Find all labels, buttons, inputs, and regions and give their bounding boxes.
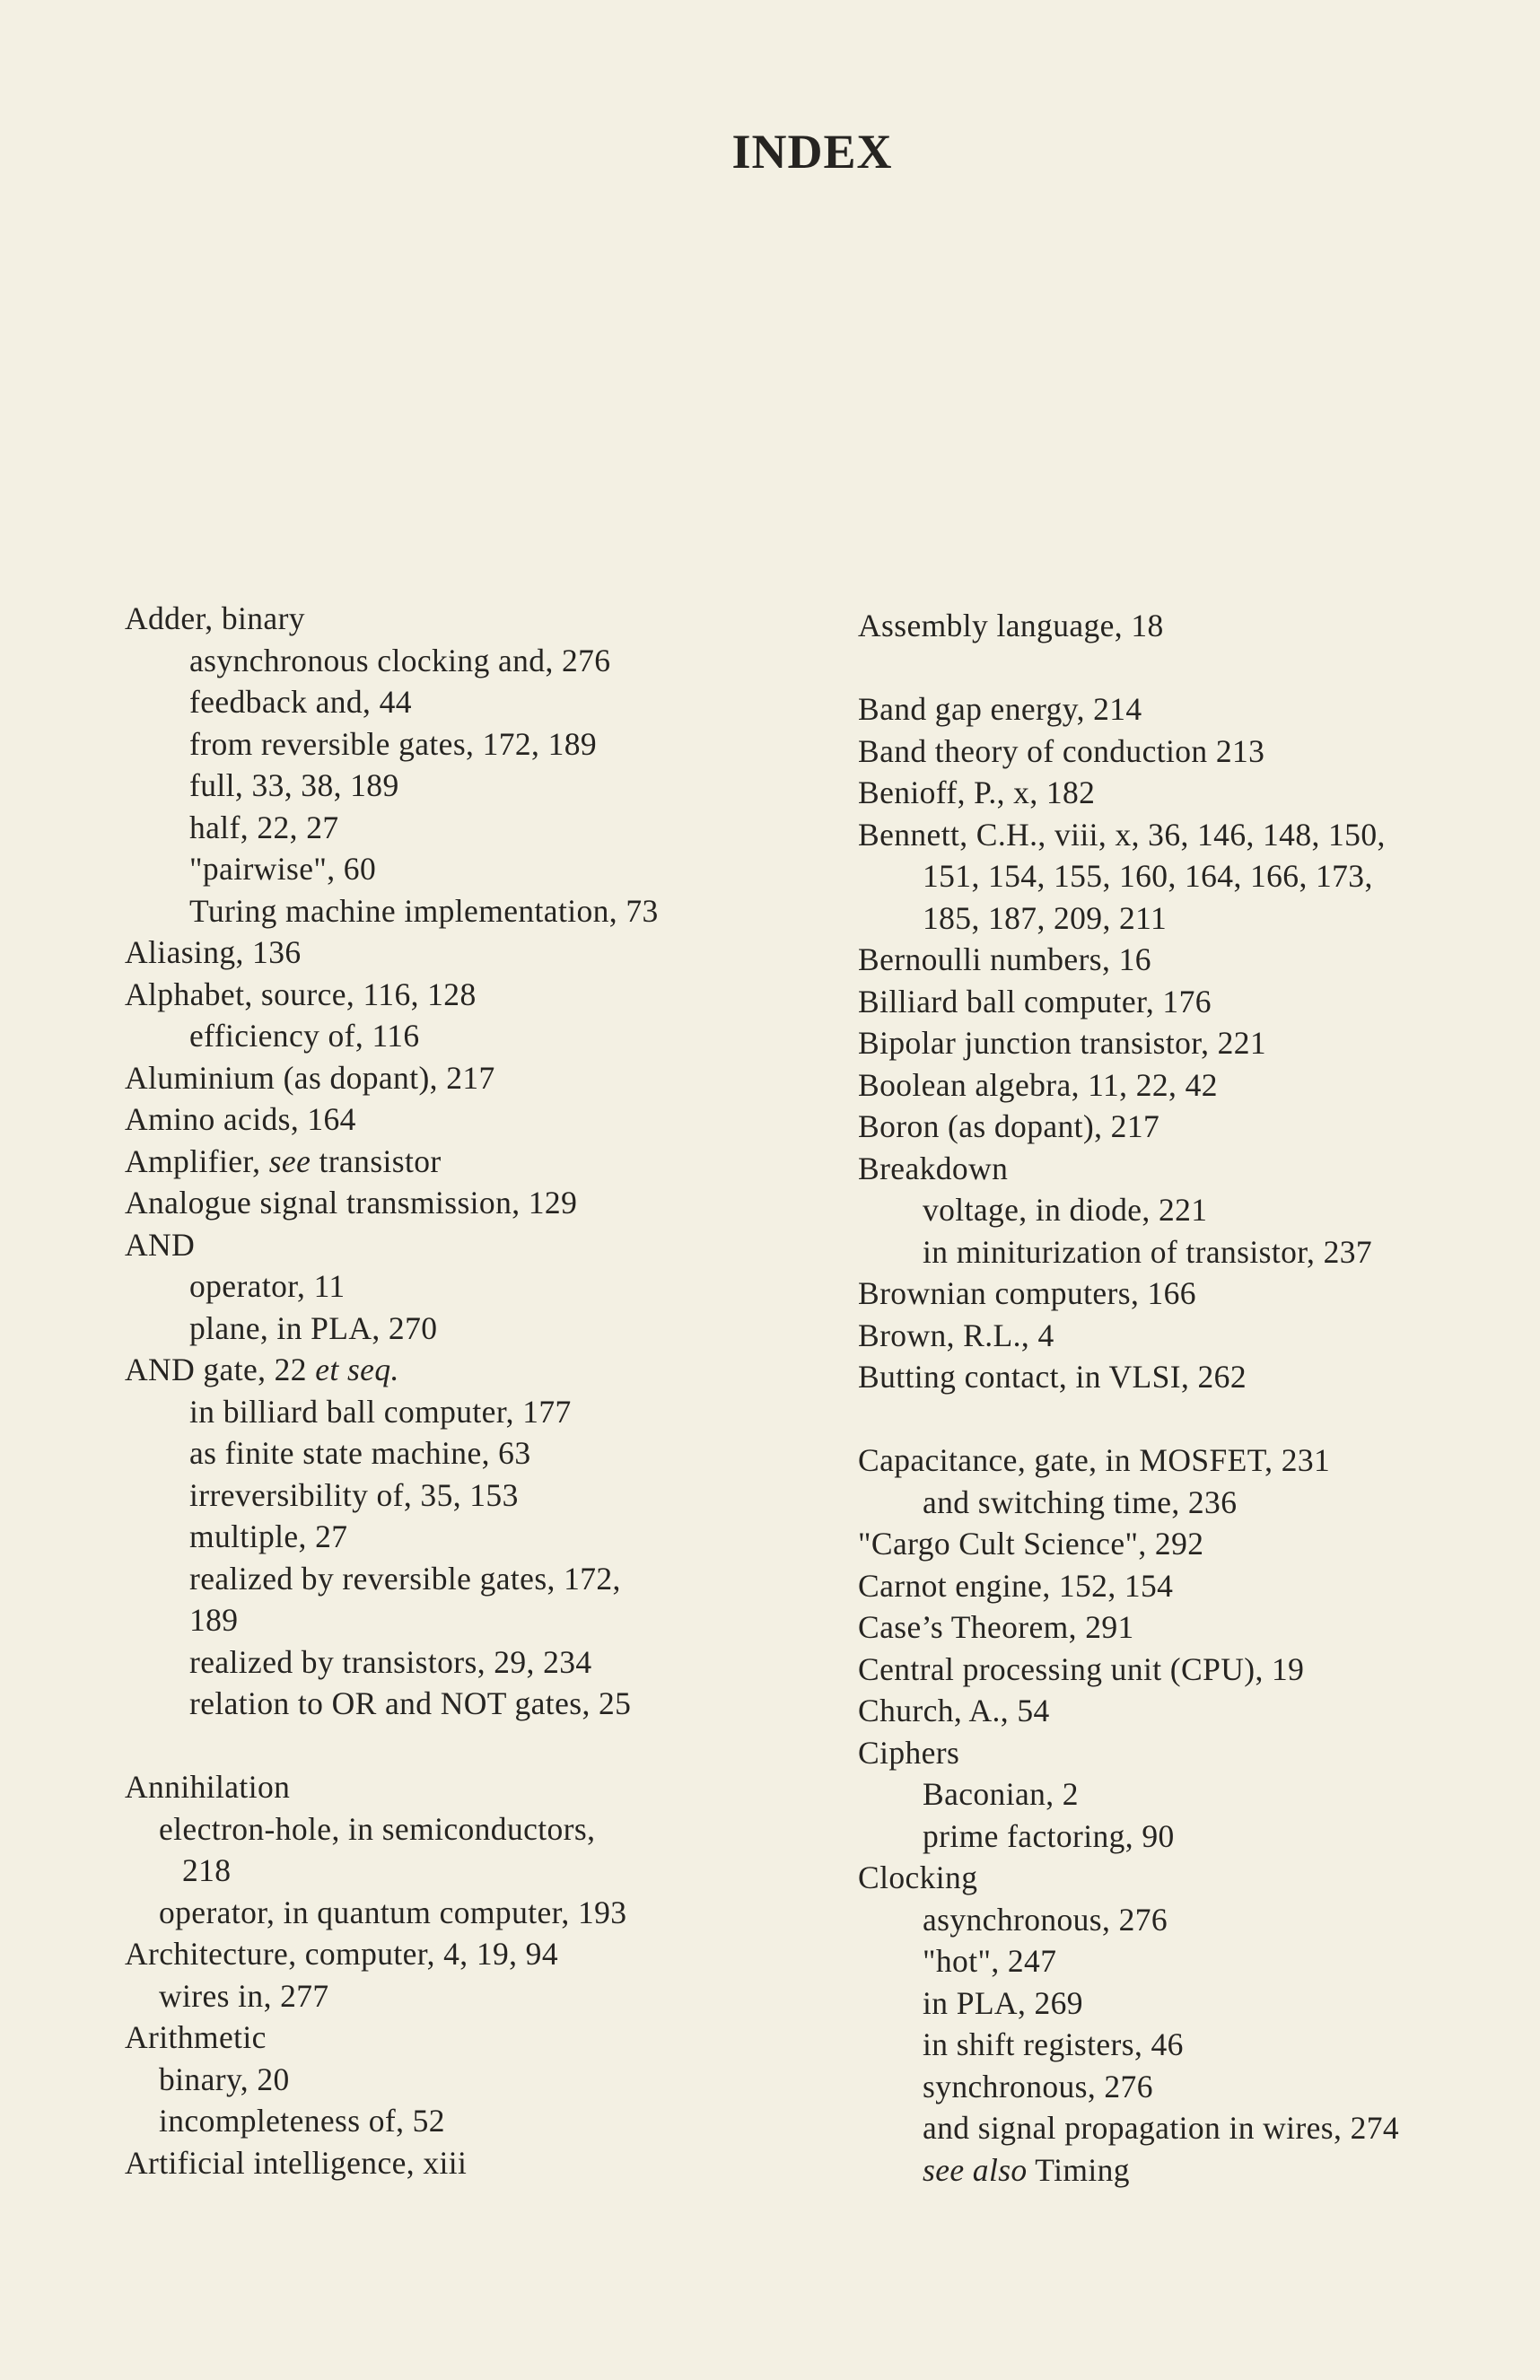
index-entry bbox=[858, 1106, 1399, 1148]
entry-text: in shift registers, 46 bbox=[923, 2026, 1184, 2062]
index-entry bbox=[858, 939, 1399, 981]
index-subentry bbox=[125, 848, 659, 890]
entry-text: asynchronous clocking and, 276 bbox=[189, 642, 611, 678]
index-entry bbox=[125, 1224, 659, 1266]
index-subentry bbox=[858, 1982, 1399, 2025]
index-subentry bbox=[125, 1265, 659, 1308]
entry-text: Breakdown bbox=[858, 1150, 1009, 1186]
entry-text: binary, 20 bbox=[159, 2061, 290, 2097]
entry-text: electron-hole, in semiconductors, bbox=[159, 1810, 596, 1847]
index-subentry bbox=[125, 1641, 659, 1684]
entry-text: Butting contact, in VLSI, 262 bbox=[858, 1359, 1247, 1395]
index-subentry bbox=[858, 1482, 1399, 1524]
index-subentry bbox=[858, 1773, 1399, 1816]
entry-text: incompleteness of, 52 bbox=[159, 2103, 445, 2139]
index-subentry bbox=[125, 1892, 659, 1934]
entry-text: "Cargo Cult Science", 292 bbox=[858, 1526, 1204, 1562]
index-entry bbox=[858, 605, 1399, 647]
entry-text: in miniturization of transistor, 237 bbox=[923, 1233, 1373, 1270]
index-subentry bbox=[858, 1189, 1399, 1231]
index-entry bbox=[858, 1273, 1399, 1315]
index-entry bbox=[858, 981, 1399, 1023]
entry-text: Amino acids, 164 bbox=[125, 1101, 356, 1137]
entry-text: Billiard ball computer, 176 bbox=[858, 983, 1212, 1019]
entry-text: "pairwise", 60 bbox=[189, 851, 377, 887]
entry-text: Baconian, 2 bbox=[923, 1776, 1079, 1812]
entry-text: Boolean algebra, 11, 22, 42 bbox=[858, 1066, 1218, 1103]
index-subentry bbox=[125, 1683, 659, 1725]
index-subentry bbox=[125, 1308, 659, 1350]
entry-text: in PLA, 269 bbox=[923, 1984, 1083, 2021]
entry-text: Assembly language, 18 bbox=[858, 608, 1164, 643]
index-subentry bbox=[125, 681, 659, 723]
index-entry bbox=[125, 974, 659, 1016]
entry-text: Band theory of conduction 213 bbox=[858, 732, 1265, 769]
index-subentry bbox=[125, 1599, 659, 1641]
italic-text: see bbox=[268, 1142, 311, 1179]
entry-text: Bennett, C.H., viii, x, 36, 146, 148, 150, bbox=[858, 816, 1386, 853]
index-entry bbox=[858, 1690, 1399, 1732]
index-subentry bbox=[125, 1474, 659, 1517]
entry-text: Bernoulli numbers, 16 bbox=[858, 941, 1151, 977]
index-entry bbox=[858, 1148, 1399, 1190]
blank-line bbox=[858, 647, 1399, 689]
entry-text: plane, in PLA, 270 bbox=[189, 1309, 438, 1346]
entry-text: Boron (as dopant), 217 bbox=[858, 1108, 1160, 1144]
entry-text: operator, 11 bbox=[189, 1268, 346, 1304]
entry-text: Analogue signal transmission, 129 bbox=[125, 1185, 578, 1221]
index-entry bbox=[125, 2142, 659, 2184]
entry-text: Capacitance, gate, in MOSFET, 231 bbox=[858, 1442, 1331, 1478]
entry-text: transistor bbox=[311, 1142, 442, 1179]
entry-text: Adder, binary bbox=[125, 600, 305, 636]
entry-text: Central processing unit (CPU), 19 bbox=[858, 1650, 1305, 1687]
entry-text: Aliasing, 136 bbox=[125, 934, 302, 970]
entry-text: half, 22, 27 bbox=[189, 809, 339, 845]
index-entry bbox=[125, 2017, 659, 2059]
index-column-right bbox=[858, 605, 1399, 2191]
index-entry bbox=[125, 1098, 659, 1141]
entry-text: Clocking bbox=[858, 1859, 978, 1895]
index-entry bbox=[125, 1141, 659, 1183]
index-subentry bbox=[858, 1231, 1399, 1273]
index-subentry bbox=[125, 1516, 659, 1558]
entry-text: realized by transistors, 29, 234 bbox=[189, 1643, 592, 1680]
italic-text: see also bbox=[923, 2151, 1028, 2188]
index-entry bbox=[858, 1732, 1399, 1774]
index-entry bbox=[858, 1315, 1399, 1357]
entry-text: Timing bbox=[1027, 2151, 1130, 2188]
entry-text: Carnot engine, 152, 154 bbox=[858, 1567, 1174, 1604]
index-subentry bbox=[125, 2100, 659, 2142]
index-entry bbox=[125, 1766, 659, 1808]
index-entry bbox=[858, 1022, 1399, 1064]
entry-text: 189 bbox=[189, 1602, 239, 1638]
index-subentry bbox=[858, 2066, 1399, 2108]
entry-text: relation to OR and NOT gates, 25 bbox=[189, 1685, 632, 1721]
index-subentry bbox=[125, 1850, 659, 1892]
index-subentry bbox=[858, 1899, 1399, 1941]
entry-text: Arithmetic bbox=[125, 2019, 267, 2055]
entry-text: prime factoring, 90 bbox=[923, 1817, 1175, 1854]
index-entry bbox=[858, 1439, 1399, 1482]
entry-text: irreversibility of, 35, 153 bbox=[189, 1476, 519, 1513]
blank-line bbox=[858, 1398, 1399, 1440]
index-subentry bbox=[125, 807, 659, 849]
entry-text: Amplifier, bbox=[125, 1142, 269, 1179]
index-entry bbox=[858, 1606, 1399, 1649]
index-entry bbox=[125, 1182, 659, 1224]
entry-text: Brownian computers, 166 bbox=[858, 1275, 1196, 1311]
entry-text: wires in, 277 bbox=[159, 1977, 329, 2014]
entry-text: full, 33, 38, 189 bbox=[189, 767, 399, 803]
index-subentry bbox=[125, 2059, 659, 2101]
index-subentry bbox=[125, 1558, 659, 1600]
entry-text: Turing machine implementation, 73 bbox=[189, 892, 659, 929]
entry-text: Alphabet, source, 116, 128 bbox=[125, 976, 477, 1012]
index-subentry bbox=[858, 855, 1399, 897]
entry-text: Aluminium (as dopant), 217 bbox=[125, 1059, 495, 1096]
entry-text: Church, A., 54 bbox=[858, 1693, 1050, 1728]
index-entry bbox=[125, 1349, 659, 1391]
blank-line bbox=[125, 1725, 659, 1767]
index-entry bbox=[125, 932, 659, 974]
entry-text: AND gate, 22 bbox=[125, 1352, 316, 1387]
entry-text: Ciphers bbox=[858, 1734, 960, 1771]
index-subentry bbox=[858, 2149, 1399, 2192]
entry-text: efficiency of, 116 bbox=[189, 1018, 420, 1054]
entry-text: 218 bbox=[182, 1852, 232, 1888]
entry-text: asynchronous, 276 bbox=[923, 1901, 1168, 1938]
entry-text: and switching time, 236 bbox=[923, 1483, 1238, 1520]
index-entry bbox=[125, 1933, 659, 1975]
index-subentry bbox=[125, 1975, 659, 2017]
index-subentry bbox=[125, 890, 659, 932]
entry-text: voltage, in diode, 221 bbox=[923, 1192, 1208, 1228]
index-subentry bbox=[125, 1432, 659, 1474]
entry-text: Architecture, computer, 4, 19, 94 bbox=[125, 1936, 558, 1972]
entry-text: Brown, R.L., 4 bbox=[858, 1317, 1054, 1353]
entry-text: synchronous, 276 bbox=[923, 2068, 1153, 2104]
index-entry bbox=[858, 1565, 1399, 1607]
entry-text: "hot", 247 bbox=[923, 1943, 1057, 1979]
entry-text: 151, 154, 155, 160, 164, 166, 173, bbox=[923, 858, 1373, 894]
index-entry bbox=[858, 688, 1399, 731]
index-entry bbox=[858, 1649, 1399, 1691]
entry-text: realized by reversible gates, 172, bbox=[189, 1560, 621, 1597]
entry-text: 185, 187, 209, 211 bbox=[923, 899, 1168, 936]
entry-text: and signal propagation in wires, 274 bbox=[923, 2110, 1400, 2146]
index-entry bbox=[125, 1057, 659, 1099]
index-subentry bbox=[125, 723, 659, 766]
index-subentry bbox=[125, 765, 659, 807]
index-entry bbox=[858, 1064, 1399, 1107]
index-entry bbox=[858, 731, 1399, 773]
entry-text: from reversible gates, 172, 189 bbox=[189, 725, 598, 762]
index-subentry bbox=[858, 2024, 1399, 2066]
index-entry bbox=[858, 772, 1399, 814]
entry-text: as finite state machine, 63 bbox=[189, 1435, 531, 1471]
index-entry bbox=[858, 1523, 1399, 1565]
entry-text: operator, in quantum computer, 193 bbox=[159, 1894, 627, 1930]
entry-text: AND bbox=[125, 1226, 196, 1263]
index-subentry bbox=[858, 897, 1399, 940]
index-subentry bbox=[125, 1015, 659, 1057]
index-subentry bbox=[125, 640, 659, 682]
entry-text: Bipolar junction transistor, 221 bbox=[858, 1025, 1267, 1061]
index-entry bbox=[858, 1356, 1399, 1398]
page-title: INDEX bbox=[731, 125, 893, 179]
entry-text: feedback and, 44 bbox=[189, 684, 412, 720]
entry-text: multiple, 27 bbox=[189, 1518, 348, 1554]
index-entry bbox=[858, 814, 1399, 856]
index-column-left bbox=[125, 598, 659, 2183]
index-entry bbox=[858, 1857, 1399, 1899]
entry-text: in billiard ball computer, 177 bbox=[189, 1393, 572, 1430]
entry-text: Artificial intelligence, xiii bbox=[125, 2144, 468, 2181]
entry-text: Benioff, P., x, 182 bbox=[858, 774, 1096, 810]
entry-text: Band gap energy, 214 bbox=[858, 691, 1142, 727]
index-entry bbox=[125, 598, 659, 640]
entry-text: Annihilation bbox=[125, 1769, 291, 1805]
index-subentry bbox=[858, 1940, 1399, 1982]
italic-text: et seq. bbox=[315, 1352, 399, 1387]
index-subentry bbox=[858, 2107, 1399, 2149]
index-subentry bbox=[125, 1808, 659, 1851]
index-subentry bbox=[125, 1391, 659, 1433]
index-subentry bbox=[858, 1816, 1399, 1858]
entry-text: Case’s Theorem, 291 bbox=[858, 1609, 1134, 1645]
